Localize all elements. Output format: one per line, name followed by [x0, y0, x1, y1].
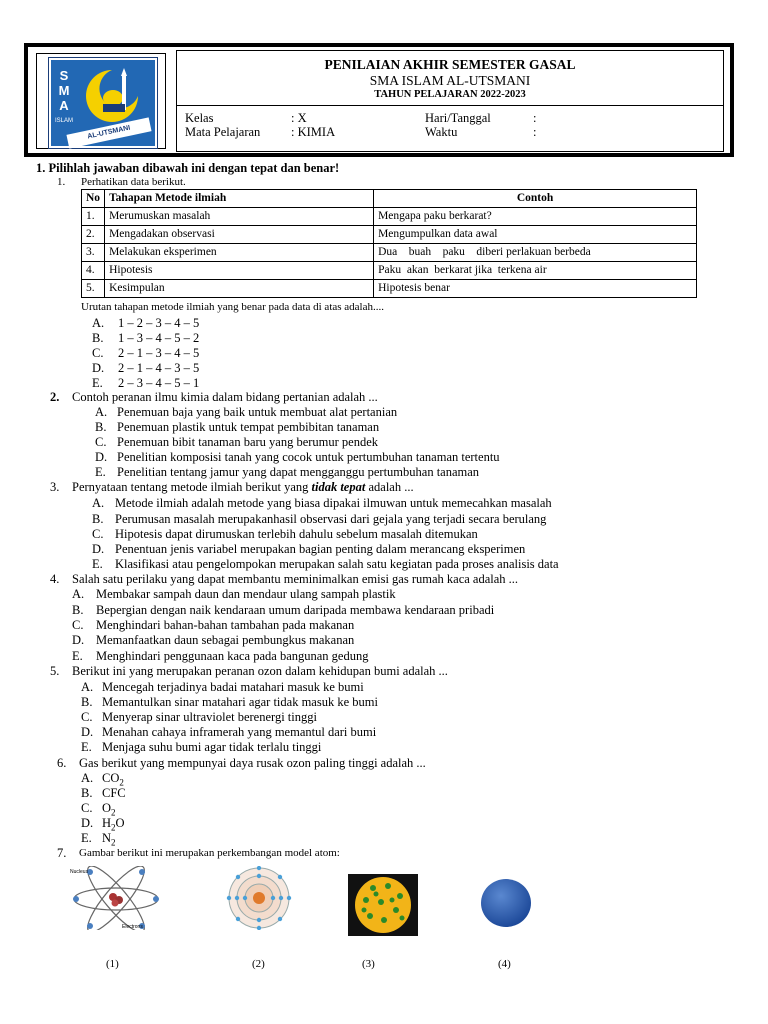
q1-option-c: 2 – 1 – 3 – 4 – 5	[118, 346, 200, 360]
table-cell: 3.	[82, 244, 105, 262]
q1-number: 1.	[57, 176, 66, 188]
atom-model-4-image	[478, 876, 534, 930]
logo-ribbon: AL-UTSMANI	[66, 117, 151, 148]
logo-frame	[36, 53, 166, 149]
atom-caption-4: (4)	[498, 958, 511, 970]
formula-base: H	[102, 816, 112, 830]
formula-base: N	[102, 831, 112, 845]
q3-option-e: Klasifikasi atau pengelompokan merupakan salah satu kegiatan pada proses analisis data	[115, 557, 559, 571]
hari-value: :	[533, 111, 537, 125]
q5-number: 5.	[50, 664, 60, 678]
q1-option-b-label: B.	[92, 331, 104, 345]
school-year: TAHUN PELAJARAN 2022-2023	[374, 89, 526, 100]
atom-caption-2: (2)	[252, 958, 265, 970]
q3-option-a: Metode ilmiah adalah metode yang biasa dipakai ilmuwan untuk memecahkan masalah	[115, 496, 552, 510]
q1-question: Urutan tahapan metode ilmiah yang benar pada data di atas adalah....	[81, 301, 384, 313]
header-divider	[177, 105, 723, 106]
q2-option-a: Penemuan baja yang baik untuk membuat alat pertanian	[117, 405, 398, 419]
q4-text: Salah satu perilaku yang dapat membantu meminimalkan emisi gas rumah kaca adalah ...	[72, 572, 519, 586]
formula-base: CO	[102, 771, 120, 785]
q4-option-a: Membakar sampah daun dan mendaur ulang sampah plastik	[96, 587, 396, 601]
q4-number: 4.	[50, 572, 60, 586]
table-cell: 5.	[82, 280, 105, 298]
q4-option-e-label: E.	[72, 649, 83, 663]
q2-option-c-label: C.	[95, 435, 107, 449]
q3-option-e-label: E.	[92, 557, 103, 571]
mapel-value: : KIMIA	[291, 125, 336, 139]
logo-sma-text: S M A	[58, 68, 70, 113]
kelas-label: Kelas	[185, 111, 214, 125]
q2-option-c: Penemuan bibit tanaman baru yang berumur pendek	[117, 435, 379, 449]
q3-option-d: Penentuan jenis variabel merupakan bagian penting dalam merancang eksperimen	[115, 542, 526, 556]
table-header-row	[82, 190, 697, 208]
q4-option-b-label: B.	[72, 603, 84, 617]
q4-option-e: Menghindari penggunaan kaca pada bangunan gedung	[96, 649, 369, 663]
mapel-label: Mata Pelajaran	[185, 125, 261, 139]
q2-text: Contoh peranan ilmu kimia dalam bidang pertanian adalah ...	[72, 390, 378, 404]
q3-option-b: Perumusan masalah merupakanhasil observasi dari gejala yang terjadi secara berulang	[115, 512, 547, 526]
q3-text-emphasis: tidak tepat	[311, 480, 366, 494]
q4-option-b: Bepergian dengan naik kendaraan umum daripada membawa kendaraan pribadi	[96, 603, 495, 617]
q5-text: Berikut ini yang merupakan peranan ozon dalam kehidupan bumi adalah ...	[72, 664, 448, 678]
q2-option-a-label: A.	[95, 405, 108, 419]
formula-base: CFC	[102, 786, 126, 800]
q6-option-b	[102, 786, 126, 801]
q5-option-d-label: D.	[81, 725, 94, 739]
q4-option-c: Menghindari bahan-bahan tambahan pada makanan	[96, 618, 355, 632]
q2-option-e: Penelitian tentang jamur yang dapat mengganggu pertumbuhan tanaman	[117, 465, 480, 479]
table-cell: Melakukan eksperimen	[105, 244, 374, 262]
table-row	[82, 208, 697, 226]
section-instruction: 1. Pilihlah jawaban dibawah ini dengan tepat dan benar!	[36, 161, 340, 175]
q1-option-e: 2 – 3 – 4 – 5 – 1	[118, 376, 200, 390]
school-name: SMA ISLAM AL-UTSMANI	[369, 73, 531, 88]
table-row	[82, 280, 697, 298]
q6-option-b-label: B.	[81, 786, 93, 800]
table-cell: Kesimpulan	[105, 280, 374, 298]
formula-tail: O	[115, 816, 125, 830]
q4-option-d: Memanfaatkan daun sebagai pembungkus makanan	[96, 633, 355, 647]
q1-option-a: 1 – 2 – 3 – 4 – 5	[118, 316, 200, 330]
q1-data-table	[81, 189, 697, 298]
table-cell: 2.	[82, 226, 105, 244]
fig1-nucleus-label: Nucleus	[70, 869, 89, 875]
q3-text-c: adalah ...	[365, 480, 414, 494]
q3-number: 3.	[50, 480, 60, 494]
atom-model-1-image	[68, 866, 164, 930]
q1-option-c-label: C.	[92, 346, 104, 360]
q4-option-a-label: A.	[72, 587, 85, 601]
q6-text: Gas berikut yang mempunyai daya rusak ozon paling tinggi adalah ...	[79, 756, 426, 770]
table-cell: Paku akan berkarat jika terkena air	[374, 262, 697, 280]
q1-option-a-label: A.	[92, 316, 105, 330]
q6-option-d-label: D.	[81, 816, 94, 830]
q5-option-b-label: B.	[81, 695, 93, 709]
table-row	[82, 262, 697, 280]
q2-option-e-label: E.	[95, 465, 106, 479]
q1-option-d: 2 – 1 – 4 – 3 – 5	[118, 361, 200, 375]
q5-option-e-label: E.	[81, 740, 92, 754]
table-cell: 1.	[82, 208, 105, 226]
q1-text: Perhatikan data berikut.	[81, 176, 186, 188]
school-logo	[49, 58, 157, 148]
hari-label: Hari/Tanggal	[425, 111, 491, 125]
atom-caption-3: (3)	[362, 958, 375, 970]
kelas-value: : X	[291, 111, 307, 125]
header-info-box	[176, 50, 724, 152]
q5-option-d: Menahan cahaya inframerah yang memantul dari bumi	[102, 725, 377, 739]
atom-model-3-image	[348, 874, 418, 936]
q5-option-a: Mencegah terjadinya badai matahari masuk ke bumi	[102, 680, 364, 694]
table-header-no: No	[82, 190, 105, 208]
q1-option-b: 1 – 3 – 4 – 5 – 2	[118, 331, 200, 345]
q3-option-b-label: B.	[92, 512, 104, 526]
table-cell: 4.	[82, 262, 105, 280]
table-cell: Hipotesis	[105, 262, 374, 280]
exam-header	[24, 43, 734, 157]
q6-option-c-label: C.	[81, 801, 93, 815]
formula-sub: 2	[111, 807, 116, 818]
formula-sub: 2	[111, 822, 116, 833]
q4-option-d-label: D.	[72, 633, 85, 647]
table-cell: Mengadakan observasi	[105, 226, 374, 244]
table-cell: Hipotesis benar	[374, 280, 697, 298]
waktu-value: :	[533, 125, 537, 139]
table-row	[82, 226, 697, 244]
q5-option-e: Menjaga suhu bumi agar tidak terlalu tinggi	[102, 740, 322, 754]
table-header-contoh: Contoh	[374, 190, 697, 208]
atom-caption-1: (1)	[106, 958, 119, 970]
q5-option-c-label: C.	[81, 710, 93, 724]
q2-number: 2.	[50, 390, 60, 404]
waktu-label: Waktu	[425, 125, 458, 139]
q5-option-a-label: A.	[81, 680, 94, 694]
q2-option-d-label: D.	[95, 450, 108, 464]
table-cell: Mengumpulkan data awal	[374, 226, 697, 244]
atom-model-2-image	[222, 866, 296, 930]
formula-sub: 2	[119, 777, 124, 788]
q6-option-a-label: A.	[81, 771, 94, 785]
q7-text: Gambar berikut ini merupakan perkembangan model atom:	[79, 847, 340, 859]
q3-option-c-label: C.	[92, 527, 104, 541]
table-cell: Mengapa paku berkarat?	[374, 208, 697, 226]
exam-title: PENILAIAN AKHIR SEMESTER GASAL	[324, 57, 576, 72]
q3-option-c: Hipotesis dapat dirumuskan terlebih dahulu sebelum masalah ditemukan	[115, 527, 478, 541]
formula-sub: 2	[111, 837, 116, 848]
q3-option-d-label: D.	[92, 542, 105, 556]
table-header-tahapan: Tahapan Metode ilmiah	[105, 190, 374, 208]
q2-option-b: Penemuan plastik untuk tempat pembibitan tanaman	[117, 420, 380, 434]
q3-text	[72, 480, 414, 495]
table-cell: Merumuskan masalah	[105, 208, 374, 226]
q2-option-b-label: B.	[95, 420, 107, 434]
mosque-icon	[77, 66, 147, 126]
logo-islam-text: ISLAM	[54, 118, 73, 124]
q1-option-d-label: D.	[92, 361, 105, 375]
q3-text-a: Pernyataan tentang metode ilmiah berikut yang	[72, 480, 312, 494]
q7-number: 7.	[57, 846, 67, 860]
q1-option-e-label: E.	[92, 376, 103, 390]
q4-option-c-label: C.	[72, 618, 84, 632]
q2-option-d: Penelitian komposisi tanah yang cocok untuk pertumbuhan tanaman tertentu	[117, 450, 500, 464]
fig1-electrons-label: Electrons	[122, 924, 143, 930]
q6-option-e-label: E.	[81, 831, 92, 845]
table-cell: Dua buah paku diberi perlakuan berbeda	[374, 244, 697, 262]
q5-option-b: Memantulkan sinar matahari agar tidak masuk ke bumi	[102, 695, 378, 709]
q5-option-c: Menyerap sinar ultraviolet berenergi tinggi	[102, 710, 317, 724]
q3-option-a-label: A.	[92, 496, 105, 510]
q6-option-e	[102, 831, 116, 848]
q6-number: 6.	[57, 756, 67, 770]
formula-base: O	[102, 801, 112, 815]
table-row	[82, 244, 697, 262]
